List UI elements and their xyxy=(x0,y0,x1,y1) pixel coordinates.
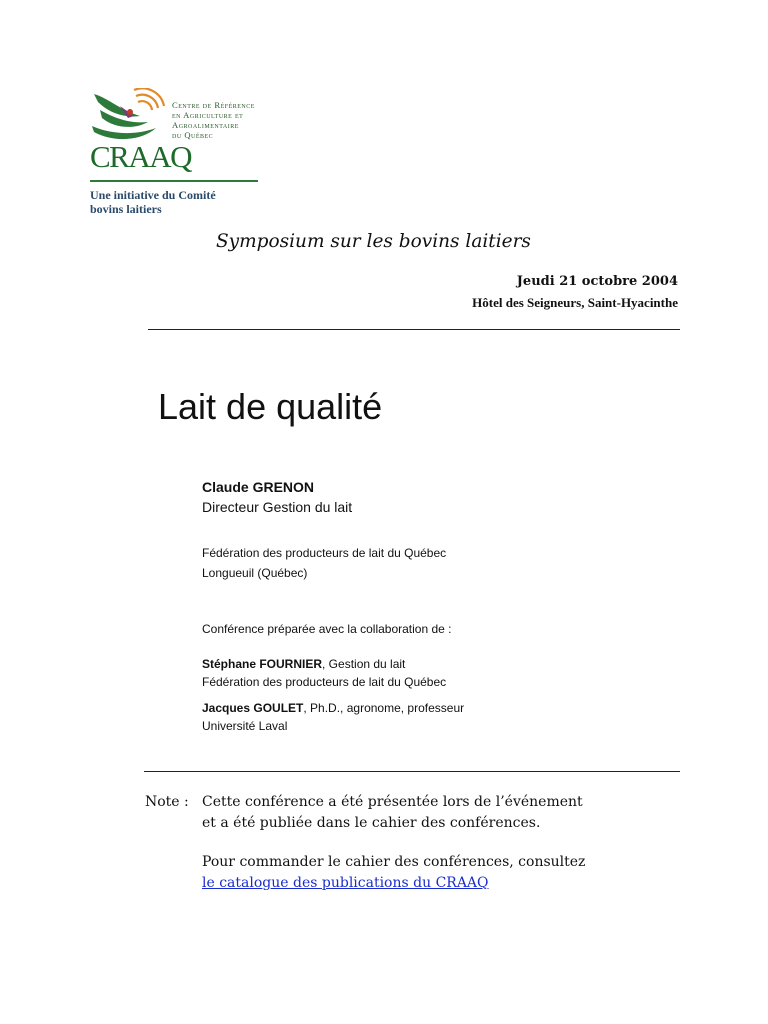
symposium-title: Symposium sur les bovins laitiers xyxy=(216,231,531,252)
note-line-1: Cette conférence a été présentée lors de l’événement xyxy=(202,794,583,810)
collaborator-2 xyxy=(202,701,464,715)
logo-org-line-2: en Agriculture et xyxy=(172,110,244,120)
author-location: Longueuil (Québec) xyxy=(202,566,308,580)
logo-org-line-3: Agroalimentaire xyxy=(172,120,239,130)
note-label: Note : xyxy=(145,794,189,810)
collaborator-2-detail: , Ph.D., agronome, professeur xyxy=(303,701,465,715)
collaborator-1-detail: , Gestion du lait xyxy=(322,657,406,671)
author-organization: Fédération des producteurs de lait du Québec xyxy=(202,546,447,560)
collaborator-2-organization: Université Laval xyxy=(202,719,288,733)
page-title: Lait de qualité xyxy=(158,386,383,427)
header-divider xyxy=(148,329,680,330)
event-date: Jeudi 21 octobre 2004 xyxy=(516,274,678,289)
logo-wordmark: CRAAQ xyxy=(90,139,192,174)
collaboration-intro: Conférence préparée avec la collaboration de : xyxy=(202,622,452,636)
logo-tagline-2: bovins laitiers xyxy=(90,202,162,216)
collaborator-1-name: Stéphane FOURNIER xyxy=(202,657,323,671)
author-role: Directeur Gestion du lait xyxy=(202,499,353,515)
note-line-3: Pour commander le cahier des conférences, consultez xyxy=(202,854,586,870)
logo-divider xyxy=(90,180,258,182)
publications-catalogue-link[interactable]: le catalogue des publications du CRAAQ xyxy=(202,875,489,891)
collaborator-1 xyxy=(202,657,405,671)
logo-tagline-1: Une initiative du Comité xyxy=(90,188,216,202)
note-divider xyxy=(144,771,680,772)
wheat-sun-emblem-icon xyxy=(90,88,170,146)
author-name: Claude GRENON xyxy=(202,479,315,495)
note-line-2: et a été publiée dans le cahier des conférences. xyxy=(202,815,541,831)
craaq-logo xyxy=(88,86,278,216)
collaborator-1-organization: Fédération des producteurs de lait du Québec xyxy=(202,675,447,689)
logo-org-line-1: Centre de Référence xyxy=(172,100,255,110)
collaborator-2-name: Jacques GOULET xyxy=(202,701,304,715)
event-venue: Hôtel des Seigneurs, Saint-Hyacinthe xyxy=(472,295,678,310)
logo-org-line-4: du Québec xyxy=(172,130,214,140)
